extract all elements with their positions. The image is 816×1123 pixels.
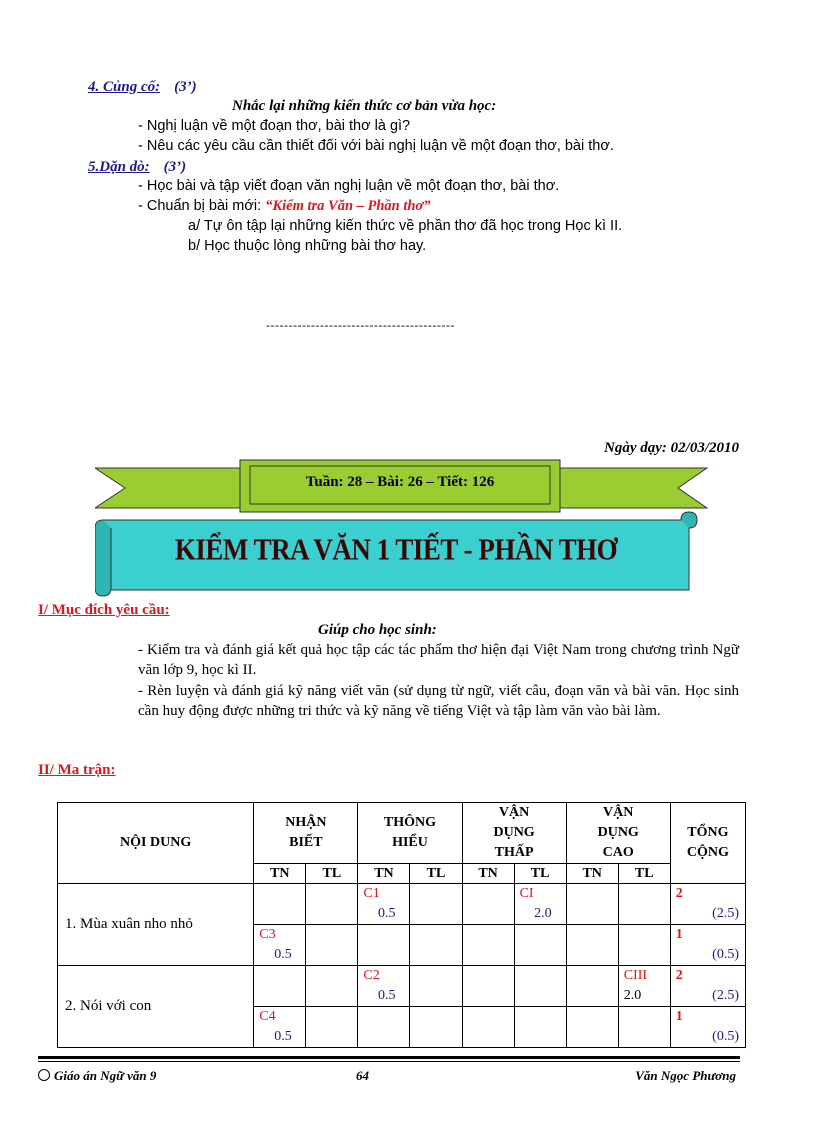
banner-subtitle: Tuần: 28 – Bài: 26 – Tiết: 126 — [305, 474, 495, 490]
subheader-tn: TN — [254, 864, 306, 884]
header-nhan-biet: NHẬN BIẾT — [254, 803, 358, 864]
header-van-dung-thap: VẬN DỤNG THẤP — [462, 803, 566, 864]
section-5-item-1: - Học bài và tập viết đoạn văn nghị luận về một đoạn thơ, bài thơ. — [138, 178, 560, 194]
section-5-sub-a: a/ Tự ôn tập lại những kiến thức về phần thơ đã học trong Học kì II. — [188, 218, 623, 234]
subheader-tl: TL — [306, 864, 358, 884]
subheader-tl: TL — [618, 864, 670, 884]
question-score: 0.5 — [377, 906, 396, 921]
assessment-matrix — [57, 802, 746, 1048]
question-score: 0.5 — [274, 947, 292, 962]
subheader-tn: TN — [462, 864, 514, 884]
section-4-time: (3’) — [174, 79, 197, 95]
total-count: 2 — [675, 968, 683, 983]
section-5-item-2-prefix: - Chuẩn bị bài mới: — [138, 198, 266, 214]
question-ref: CI — [519, 886, 534, 901]
question-ref: C1 — [363, 886, 380, 901]
footer-rule-thick — [38, 1056, 740, 1059]
header-van-dung-cao: VẬN DỤNG CAO — [566, 803, 670, 864]
banner-title: KIỂM TRA VĂN 1 TIẾT - PHẦN THƠ — [174, 531, 618, 567]
teaching-date: Ngày dạy: 02/03/2010 — [604, 440, 739, 456]
total-score: (2.5) — [712, 988, 739, 1003]
ribbon-left-tail — [95, 468, 250, 508]
section-I-heading: I/ Mục đích yêu cầu: — [38, 602, 170, 618]
total-count: 1 — [675, 927, 683, 942]
section-I-subheading: Giúp cho học sinh: — [318, 622, 437, 638]
section-5-time: (3’) — [163, 159, 187, 175]
topic-1: 1. Mùa xuân nho nhỏ — [58, 884, 254, 966]
header-tong-cong: TỔNG CỘNG — [670, 803, 745, 884]
total-count: 1 — [675, 1009, 683, 1024]
total-score: (0.5) — [712, 1029, 739, 1044]
total-score: (2.5) — [712, 906, 739, 921]
subheader-tn: TN — [566, 864, 618, 884]
question-ref: CIII — [623, 968, 648, 983]
table-row — [58, 884, 746, 925]
bullet-icon — [38, 1069, 50, 1081]
section-I-paragraph-1: - Kiểm tra và đánh giá kết quả học tập các tác phẩm thơ hiện đại Việt Nam trong chương trình Ngữ văn lớp 9, học kì II. — [138, 642, 739, 678]
section-4-item-1: - Nghị luận về một đoạn thơ, bài thơ là gì? — [138, 118, 411, 134]
section-4-item-2: - Nêu các yêu cầu cần thiết đối với bài nghị luận về một đoạn thơ, bài thơ. — [138, 138, 614, 154]
question-ref: C2 — [363, 968, 380, 983]
next-lesson-title: “Kiểm tra Văn – Phần thơ” — [265, 198, 431, 214]
question-score: 2.0 — [534, 906, 552, 921]
section-4-subheading: Nhắc lại những kiến thức cơ bản vừa học: — [232, 98, 497, 114]
section-5-heading: 5.Dặn dò: — [88, 159, 150, 175]
subheader-tn: TN — [358, 864, 410, 884]
section-4-heading: 4. Củng cố: — [88, 79, 161, 95]
section-II-heading: II/ Ma trận: — [38, 762, 116, 778]
question-ref: C4 — [259, 1009, 276, 1024]
header-thong-hieu: THÔNG HIỂU — [358, 803, 462, 864]
total-count: 2 — [675, 886, 683, 901]
subheader-tl: TL — [514, 864, 566, 884]
page-number: 64 — [356, 1068, 369, 1083]
ribbon-right-tail — [550, 468, 707, 508]
separator-line: ------------------------------------------ — [266, 318, 455, 332]
question-score: 0.5 — [274, 1029, 292, 1044]
footer-author: Văn Ngọc Phương — [635, 1068, 736, 1083]
footer-rule-thin — [38, 1061, 740, 1062]
question-score: 2.0 — [623, 988, 642, 1003]
section-I-paragraph-2: - Rèn luyện và đánh giá kỹ năng viết văn (sử dụng từ ngữ, viết câu, đoạn văn và bài văn. Học sinh cần huy động được những tri thức và kỹ năng về tiếng Việt và tập làm văn vào bài làm. — [138, 683, 739, 719]
subheader-tl: TL — [410, 864, 462, 884]
section-5-item-2 — [138, 198, 431, 215]
question-score: 0.5 — [377, 988, 396, 1003]
topic-2: 2. Nói với con — [58, 966, 254, 1048]
footer-left: Giáo án Ngữ văn 9 — [38, 1068, 156, 1084]
header-content: NỘI DUNG — [58, 803, 254, 884]
section-4-heading-row — [88, 78, 197, 96]
table-row — [58, 966, 746, 1007]
total-score: (0.5) — [712, 947, 739, 962]
question-ref: C3 — [259, 927, 276, 942]
matrix-header-row — [58, 803, 746, 864]
section-5-heading-row — [88, 158, 186, 176]
section-5-sub-b: b/ Học thuộc lòng những bài thơ hay. — [188, 238, 427, 254]
